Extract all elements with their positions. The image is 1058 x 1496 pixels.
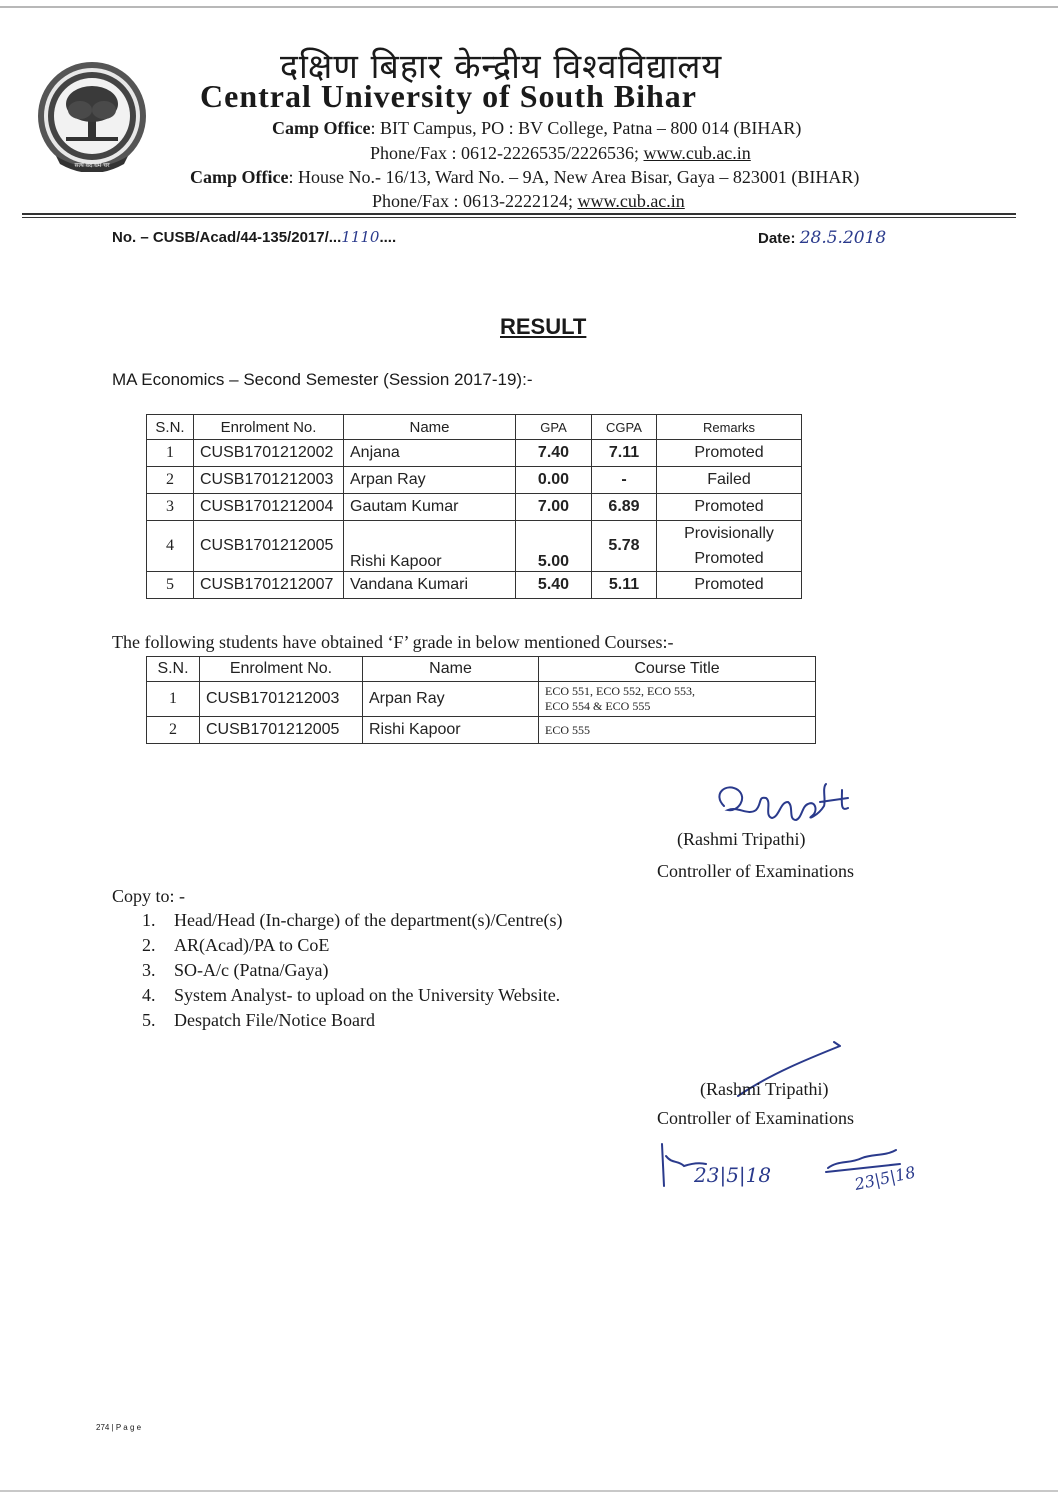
phone-patna-text: Phone/Fax : 0612-2226535/2226536;: [370, 143, 644, 163]
header-divider-thin: [22, 217, 1016, 218]
column-header: Name: [363, 657, 539, 682]
handwritten-signature: [708, 776, 868, 834]
table-row: [147, 467, 802, 494]
table-cell: 3: [147, 494, 194, 521]
camp-office-patna: [272, 118, 801, 139]
table-cell: CUSB1701212003: [194, 467, 344, 494]
table-cell: Arpan Ray: [363, 682, 539, 717]
table-cell: Provisionally Promoted: [657, 521, 802, 572]
table-cell: Failed: [657, 467, 802, 494]
camp-office-label: Camp Office: [190, 167, 289, 187]
copy-to-list: [142, 908, 563, 1033]
column-header: Enrolment No.: [194, 415, 344, 440]
camp-office-gaya: [190, 167, 859, 188]
table-header-row: [147, 657, 816, 682]
signatory-role: Controller of Examinations: [657, 861, 854, 881]
signatory-name: (Rashmi Tripathi): [700, 1079, 829, 1099]
table-cell: Rishi Kapoor: [344, 521, 516, 572]
phone-gaya: [372, 191, 685, 212]
column-header: GPA: [516, 415, 592, 440]
table-cell: CUSB1701212003: [200, 682, 363, 717]
table-cell: 4: [147, 521, 194, 572]
university-logo: [36, 60, 148, 172]
table-cell: 7.40: [516, 440, 592, 467]
column-header: CGPA: [592, 415, 657, 440]
f-grade-table: [146, 656, 816, 744]
handwritten-initials: [650, 1134, 940, 1204]
camp-office-label: Camp Office: [272, 118, 371, 138]
university-title-hindi: दक्षिण बिहार केन्द्रीय विश्वविद्यालय: [280, 47, 723, 87]
list-item: 4. System Analyst- to upload on the University Website.: [142, 985, 561, 1005]
table-row: [147, 494, 802, 521]
reference-number: No. – CUSB/Acad/44-135/2017/...1110....: [112, 228, 397, 246]
table-cell: Gautam Kumar: [344, 494, 516, 521]
column-header: S.N.: [147, 415, 194, 440]
website-link[interactable]: www.cub.ac.in: [643, 143, 751, 163]
bottom-border-line: [0, 1490, 1058, 1492]
signatory-name: (Rashmi Tripathi): [677, 829, 806, 849]
list-item: 5. Despatch File/Notice Board: [142, 1010, 375, 1030]
table-cell: Rishi Kapoor: [363, 717, 539, 744]
handwritten-date: 28.5.2018: [799, 228, 887, 248]
table-cell: ECO 551, ECO 552, ECO 553, ECO 554 & ECO 555: [539, 682, 816, 717]
table-cell: Promoted: [657, 440, 802, 467]
list-item: 2. AR(Acad)/PA to CoE: [142, 935, 330, 955]
result-heading: RESULT: [500, 314, 587, 339]
table-cell: CUSB1701212004: [194, 494, 344, 521]
result-table: [146, 414, 802, 599]
table-row: [147, 440, 802, 467]
table-cell: 7.00: [516, 494, 592, 521]
phone-gaya-text: Phone/Fax : 0613-2222124;: [372, 191, 578, 211]
result-subtitle: MA Economics – Second Semester (Session 2017-19):-: [112, 370, 533, 389]
camp-office-patna-address: : BIT Campus, PO : BV College, Patna – 800 014 (BIHAR): [370, 118, 802, 138]
table-cell: 5.00: [516, 521, 592, 572]
svg-text:23|5|18: 23|5|18: [694, 1163, 772, 1187]
logo-motto: सत्यं वद धर्मं चर: [74, 162, 110, 169]
handwritten-number: 1110: [341, 228, 380, 246]
table-cell: 2: [147, 717, 200, 744]
table-header-row: [147, 415, 802, 440]
table-cell: 7.11: [592, 440, 657, 467]
table-cell: 5: [147, 572, 194, 599]
table-cell: 5.11: [592, 572, 657, 599]
table-cell: Vandana Kumari: [344, 572, 516, 599]
table-cell: CUSB1701212005: [194, 521, 344, 572]
list-item: 3. SO-A/c (Patna/Gaya): [142, 960, 329, 980]
column-header: S.N.: [147, 657, 200, 682]
document-date: [758, 228, 886, 248]
table-cell: Promoted: [657, 572, 802, 599]
column-header: Enrolment No.: [200, 657, 363, 682]
table-cell: ECO 555: [539, 717, 816, 744]
date-label: Date:: [758, 230, 800, 247]
page-number: 274 | P a g e: [96, 1423, 142, 1432]
signatory-role: Controller of Examinations: [657, 1108, 854, 1128]
column-header: Course Title: [539, 657, 816, 682]
table-cell: CUSB1701212005: [200, 717, 363, 744]
table-cell: CUSB1701212002: [194, 440, 344, 467]
phone-patna: [370, 143, 751, 164]
table-cell: -: [592, 467, 657, 494]
f-grade-note: The following students have obtained ‘F’ grade in below mentioned Courses:-: [112, 632, 674, 652]
table-row: [147, 521, 802, 572]
table-row: [147, 717, 816, 744]
table-cell: 5.78: [592, 521, 657, 572]
table-cell: 2: [147, 467, 194, 494]
copy-to-label: Copy to: -: [112, 886, 186, 906]
table-cell: Arpan Ray: [344, 467, 516, 494]
table-cell: CUSB1701212007: [194, 572, 344, 599]
website-link[interactable]: www.cub.ac.in: [577, 191, 685, 211]
table-cell: 1: [147, 440, 194, 467]
header-divider: [22, 213, 1016, 215]
table-cell: Anjana: [344, 440, 516, 467]
column-header: Name: [344, 415, 516, 440]
table-cell: 0.00: [516, 467, 592, 494]
table-row: [147, 572, 802, 599]
list-item: 1. Head/Head (In-charge) of the department(s)/Centre(s): [142, 910, 563, 930]
university-title-english: Central University of South Bihar: [200, 78, 697, 114]
table-cell: 5.40: [516, 572, 592, 599]
table-cell: 1: [147, 682, 200, 717]
column-header: Remarks: [657, 415, 802, 440]
top-border-line: [0, 6, 1058, 8]
camp-office-gaya-address: : House No.- 16/13, Ward No. – 9A, New Area Bisar, Gaya – 823001 (BIHAR): [288, 167, 860, 187]
table-cell: Promoted: [657, 494, 802, 521]
svg-text:23|5|18: 23|5|18: [852, 1162, 918, 1194]
table-cell: 6.89: [592, 494, 657, 521]
table-row: [147, 682, 816, 717]
